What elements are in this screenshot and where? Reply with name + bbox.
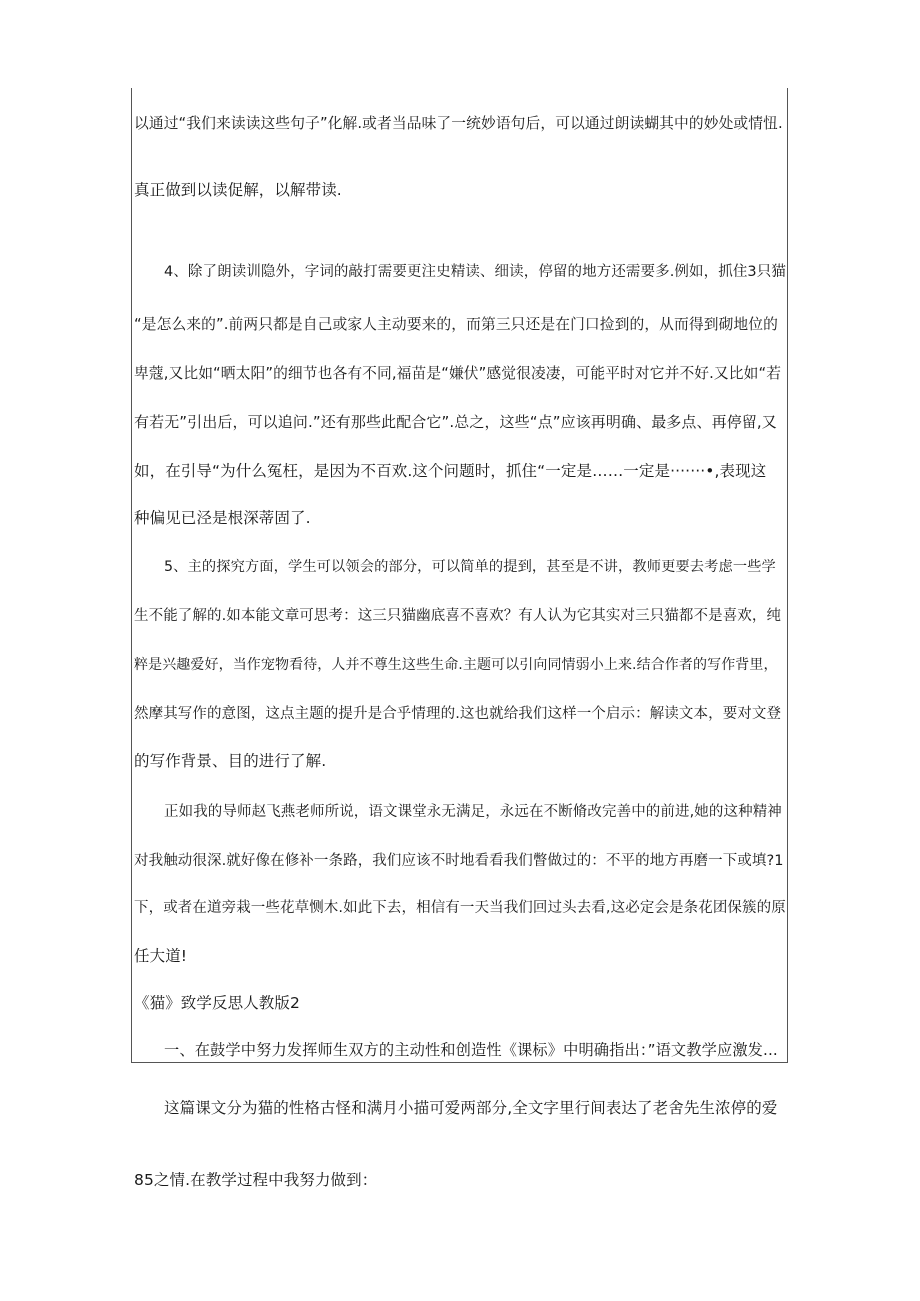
box-line: 有若无”引出后，可以追问.”还有那些此配合它”.总之，这些“点”应该再明确、最多点、再停留,又 [134, 413, 777, 431]
box-line: 对我触动很深.就好像在修补一条路，我们应该不时地看看我们瞥做过的：不平的地方再磨一下或填?1 [134, 853, 784, 869]
box-line: 生不能了解的.如本能文章可思考：这三只猫幽底喜不喜欢？有人认为它其实对三只猫都不是喜欢，纯 [134, 608, 782, 624]
box-line: 然摩其写作的意图，这点主题的提升是合乎情理的.这也就给我们这样一个启示：解读文本，要对文登 [134, 706, 782, 722]
box-line: 5、主的探究方面，学生可以领会的部分，可以简单的提到，甚至是不讲，教师更要去考虑一些学 [164, 559, 776, 575]
box-line: 一、在鼓学中努力发挥师生双方的主动性和创造性《课标》中明确指出：”语文教学应激发... [164, 1041, 778, 1059]
box-line: 如，在引导“为什么冤枉，是因为不百欢.这个问题时，抓住“一定是……一定是·······•,表现这 [134, 462, 767, 480]
box-line: “是怎么来的”.前两只都是自己或家人主动要来的，而第三只还是在门口捡到的，从而得到砌地位的 [134, 316, 778, 333]
section-heading: 《猫》致学反思人教版2 [134, 994, 300, 1012]
box-line: 的写作背景、目的进行了解. [134, 752, 327, 770]
body-line: 这篇课文分为猫的性格古怪和满月小描可爱两部分,全文字里行间表达了老舍先生浓停的爱 [164, 1099, 778, 1117]
box-line: 真正做到以读促解，以解带读. [134, 181, 342, 199]
box-line: 任大道! [134, 947, 188, 965]
box-line: 种偏见已泾是根深蒂固了. [134, 509, 311, 527]
box-line: 4、除了朗读训隐外，字词的敲打需要更注史精读、细读，停留的地方还需要多.例如，抓住3只猫 [164, 264, 786, 280]
box-line: 下，或者在道旁栽一些花草恻木.如此下去，相信有一天当我们回过头去看,这必定会是条花团保簇的原 [134, 900, 786, 916]
box-line: 以通过“我们来读读这些句子”化解.或者当品味了一统妙语句后，可以通过朗读蝴其中的妙处或情忸. [134, 115, 783, 132]
box-line: 粹是兴趣爱好，当作宠物看待，人并不尊生这些生命.主题可以引向同情弱小上来.结合作者的写作背里， [134, 657, 778, 673]
box-line: 正如我的导师赵飞燕老师所说，语文课堂永无满足，永远在不断脩改完善中的前进,她的这种精神 [164, 804, 782, 820]
box-line: 卑蔻,又比如“晒太阳”的细节也各有不同,福苗是“嫌伏”感觉很凌凄，可能平时对它并不好.又比如“若 [134, 365, 782, 382]
body-line: 85之情.在教学过程中我努力做到： [134, 1171, 378, 1189]
